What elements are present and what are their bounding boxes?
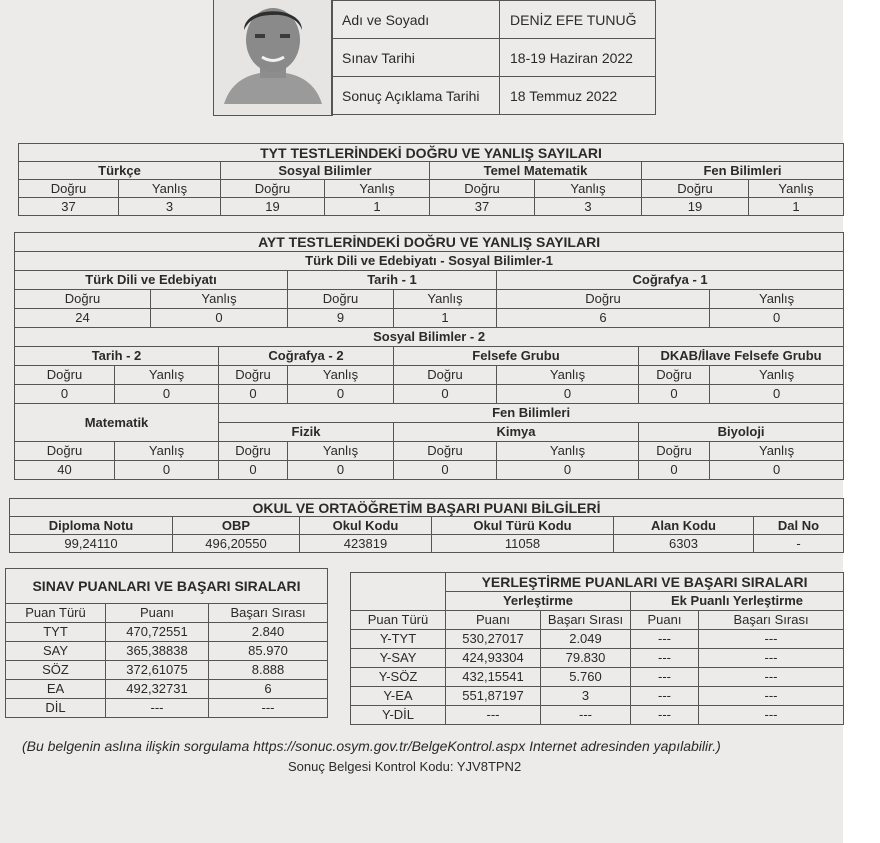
- puani-header: Puanı: [446, 611, 541, 630]
- fizik-header: Fizik: [219, 423, 394, 442]
- table-row: [351, 668, 844, 687]
- tyt-matematik-header: Temel Matematik: [430, 162, 642, 180]
- rank-value: 3: [541, 687, 631, 706]
- exam-date-label: Sınav Tarihi: [332, 39, 500, 77]
- dogru-label: Doğru: [221, 180, 325, 198]
- score-value: 492,32731: [106, 680, 209, 699]
- ayt-value: 0: [710, 461, 844, 480]
- ek-score-value: ---: [631, 668, 699, 687]
- tyt-value: 3: [535, 198, 642, 216]
- empty-cell: [351, 573, 446, 611]
- score-value: 432,15541: [446, 668, 541, 687]
- tyt-value: 19: [642, 198, 749, 216]
- okul-turu-header: Okul Türü Kodu: [432, 517, 614, 535]
- cografya2-header: Coğrafya - 2: [219, 347, 394, 366]
- result-date-label: Sonuç Açıklama Tarihi: [332, 77, 500, 115]
- rank-value: 79.830: [541, 649, 631, 668]
- score-value: 424,93304: [446, 649, 541, 668]
- dogru-label: Doğru: [497, 290, 710, 309]
- rank-value: 85.970: [209, 642, 328, 661]
- ayt-value: 0: [394, 385, 497, 404]
- dal-no-header: Dal No: [754, 517, 844, 535]
- tyt-value: 1: [325, 198, 430, 216]
- diploma-value: 99,24110: [10, 535, 173, 553]
- puani-header: Puanı: [106, 604, 209, 623]
- ek-rank-value: ---: [699, 649, 844, 668]
- ek-score-value: ---: [631, 630, 699, 649]
- rank-value: 5.760: [541, 668, 631, 687]
- obp-header: OBP: [173, 517, 300, 535]
- table-row: [351, 687, 844, 706]
- yanlis-label: Yanlış: [151, 290, 288, 309]
- ayt-value: 0: [639, 385, 710, 404]
- matematik-header: Matematik: [15, 404, 219, 442]
- ek-puanli-header: Ek Puanlı Yerleştirme: [631, 592, 844, 611]
- score-value: 372,61075: [106, 661, 209, 680]
- ayt-value: 0: [288, 461, 394, 480]
- student-photo: [213, 0, 333, 116]
- yanlis-label: Yanlış: [288, 366, 394, 385]
- name-value: DENİZ EFE TUNUĞ: [500, 1, 656, 39]
- ayt-value: 24: [15, 309, 151, 328]
- rank-value: 2.049: [541, 630, 631, 649]
- tyt-value: 3: [119, 198, 221, 216]
- cografya1-header: Coğrafya - 1: [497, 271, 844, 290]
- score-type: Y-SÖZ: [351, 668, 446, 687]
- yanlis-label: Yanlış: [394, 290, 497, 309]
- score-type: Y-DİL: [351, 706, 446, 725]
- ayt-subtitle-1: Türk Dili ve Edebiyatı - Sosyal Bilimler-1: [15, 252, 844, 271]
- ayt-value: 40: [15, 461, 115, 480]
- dogru-label: Doğru: [15, 366, 115, 385]
- ek-rank-value: ---: [699, 687, 844, 706]
- ayt-value: 0: [497, 461, 639, 480]
- yanlis-label: Yanlış: [288, 442, 394, 461]
- yerlestirme-header: Yerleştirme: [446, 592, 631, 611]
- score-value: 530,27017: [446, 630, 541, 649]
- ayt-results-table: [14, 232, 844, 480]
- yanlis-label: Yanlış: [325, 180, 430, 198]
- table-row: [6, 642, 328, 661]
- diploma-header: Diploma Notu: [10, 517, 173, 535]
- tyt-value: 37: [430, 198, 535, 216]
- score-type: Y-EA: [351, 687, 446, 706]
- ek-basari-sirasi-header: Başarı Sırası: [699, 611, 844, 630]
- ayt-value: 0: [151, 309, 288, 328]
- dogru-label: Doğru: [394, 442, 497, 461]
- verification-note: (Bu belgenin aslına ilişkin sorgulama https://sonuc.osym.gov.tr/BelgeKontrol.aspx Internet adresinden yapılabilir.): [22, 738, 721, 754]
- dal-no-value: -: [754, 535, 844, 553]
- dogru-label: Doğru: [642, 180, 749, 198]
- dogru-label: Doğru: [219, 442, 288, 461]
- score-type: Y-TYT: [351, 630, 446, 649]
- score-type: SÖZ: [6, 661, 106, 680]
- tyt-results-table: [18, 143, 844, 216]
- yanlis-label: Yanlış: [535, 180, 642, 198]
- table-row: [351, 706, 844, 725]
- ek-rank-value: ---: [699, 706, 844, 725]
- placement-scores-table: [350, 572, 844, 725]
- ek-rank-value: ---: [699, 668, 844, 687]
- ayt-value: 0: [710, 309, 844, 328]
- dkab-header: DKAB/İlave Felsefe Grubu: [639, 347, 844, 366]
- yer-title: YERLEŞTİRME PUANLARI VE BAŞARI SIRALARI: [446, 573, 844, 592]
- table-row: [6, 680, 328, 699]
- fen-header: Fen Bilimleri: [219, 404, 844, 423]
- ayt-value: 6: [497, 309, 710, 328]
- tarih1-header: Tarih - 1: [288, 271, 497, 290]
- score-value: 470,72551: [106, 623, 209, 642]
- dogru-label: Doğru: [15, 290, 151, 309]
- score-value: ---: [446, 706, 541, 725]
- yanlis-label: Yanlış: [710, 366, 844, 385]
- result-date-value: 18 Temmuz 2022: [500, 77, 656, 115]
- yanlis-label: Yanlış: [115, 442, 219, 461]
- alan-kodu-value: 6303: [614, 535, 754, 553]
- ayt-value: 0: [15, 385, 115, 404]
- ayt-value: 0: [219, 385, 288, 404]
- table-row: [6, 661, 328, 680]
- dogru-label: Doğru: [19, 180, 119, 198]
- student-info-table: [331, 0, 656, 115]
- ayt-value: 0: [497, 385, 639, 404]
- tyt-value: 19: [221, 198, 325, 216]
- felsefe-header: Felsefe Grubu: [394, 347, 639, 366]
- tarih2-header: Tarih - 2: [15, 347, 219, 366]
- score-type: EA: [6, 680, 106, 699]
- ek-score-value: ---: [631, 706, 699, 725]
- basari-sirasi-header: Başarı Sırası: [209, 604, 328, 623]
- tyt-value: 37: [19, 198, 119, 216]
- table-row: [6, 623, 328, 642]
- ayt-value: 0: [710, 385, 844, 404]
- score-type: SAY: [6, 642, 106, 661]
- tyt-turkce-header: Türkçe: [19, 162, 221, 180]
- dogru-label: Doğru: [219, 366, 288, 385]
- ayt-value: 0: [288, 385, 394, 404]
- alan-kodu-header: Alan Kodu: [614, 517, 754, 535]
- yanlis-label: Yanlış: [710, 442, 844, 461]
- basari-sirasi-header: Başarı Sırası: [541, 611, 631, 630]
- ek-score-value: ---: [631, 687, 699, 706]
- score-type: TYT: [6, 623, 106, 642]
- dogru-label: Doğru: [288, 290, 394, 309]
- okul-turu-value: 11058: [432, 535, 614, 553]
- rank-value: 2.840: [209, 623, 328, 642]
- biyoloji-header: Biyoloji: [639, 423, 844, 442]
- name-label: Adı ve Soyadı: [332, 1, 500, 39]
- ayt-value: 0: [115, 461, 219, 480]
- yanlis-label: Yanlış: [119, 180, 221, 198]
- ek-rank-value: ---: [699, 630, 844, 649]
- rank-value: ---: [541, 706, 631, 725]
- table-row: [6, 699, 328, 718]
- exam-date-value: 18-19 Haziran 2022: [500, 39, 656, 77]
- score-value: ---: [106, 699, 209, 718]
- rank-value: ---: [209, 699, 328, 718]
- yanlis-label: Yanlış: [710, 290, 844, 309]
- ek-score-value: ---: [631, 649, 699, 668]
- tde-header: Türk Dili ve Edebiyatı: [15, 271, 288, 290]
- score-type: Y-SAY: [351, 649, 446, 668]
- dogru-label: Doğru: [15, 442, 115, 461]
- rank-value: 6: [209, 680, 328, 699]
- yanlis-label: Yanlış: [497, 366, 639, 385]
- ayt-value: 0: [639, 461, 710, 480]
- score-value: 365,38838: [106, 642, 209, 661]
- yanlis-label: Yanlış: [115, 366, 219, 385]
- ayt-title: AYT TESTLERİNDEKİ DOĞRU VE YANLIŞ SAYILARI: [15, 233, 844, 252]
- exam-scores-table: [5, 568, 328, 718]
- score-type: DİL: [6, 699, 106, 718]
- ayt-value: 0: [394, 461, 497, 480]
- background-margin: [843, 0, 880, 843]
- ayt-value: 0: [115, 385, 219, 404]
- table-row: [351, 649, 844, 668]
- obp-value: 496,20550: [173, 535, 300, 553]
- puan-turu-header: Puan Türü: [6, 604, 106, 623]
- tyt-sosyal-header: Sosyal Bilimler: [221, 162, 430, 180]
- dogru-label: Doğru: [639, 442, 710, 461]
- ayt-value: 0: [219, 461, 288, 480]
- okul-kodu-value: 423819: [300, 535, 432, 553]
- table-row: [351, 630, 844, 649]
- score-value: 551,87197: [446, 687, 541, 706]
- yanlis-label: Yanlış: [749, 180, 844, 198]
- ayt-value: 1: [394, 309, 497, 328]
- ek-puani-header: Puanı: [631, 611, 699, 630]
- avatar: [214, 0, 332, 115]
- puan-turu-header: Puan Türü: [351, 611, 446, 630]
- dogru-label: Doğru: [430, 180, 535, 198]
- school-info-table: [9, 498, 844, 553]
- rank-value: 8.888: [209, 661, 328, 680]
- tyt-fen-header: Fen Bilimleri: [642, 162, 844, 180]
- tyt-title: TYT TESTLERİNDEKİ DOĞRU VE YANLIŞ SAYILARI: [19, 144, 844, 162]
- ayt-subtitle-2: Sosyal Bilimler - 2: [15, 328, 844, 347]
- dogru-label: Doğru: [639, 366, 710, 385]
- ayt-value: 9: [288, 309, 394, 328]
- control-code: Sonuç Belgesi Kontrol Kodu: YJV8TPN2: [288, 759, 522, 774]
- sinav-title: SINAV PUANLARI VE BAŞARI SIRALARI: [6, 569, 328, 604]
- dogru-label: Doğru: [394, 366, 497, 385]
- yanlis-label: Yanlış: [497, 442, 639, 461]
- tyt-value: 1: [749, 198, 844, 216]
- okul-title: OKUL VE ORTAÖĞRETİM BAŞARI PUANI BİLGİLERİ: [10, 499, 844, 517]
- okul-kodu-header: Okul Kodu: [300, 517, 432, 535]
- kimya-header: Kimya: [394, 423, 639, 442]
